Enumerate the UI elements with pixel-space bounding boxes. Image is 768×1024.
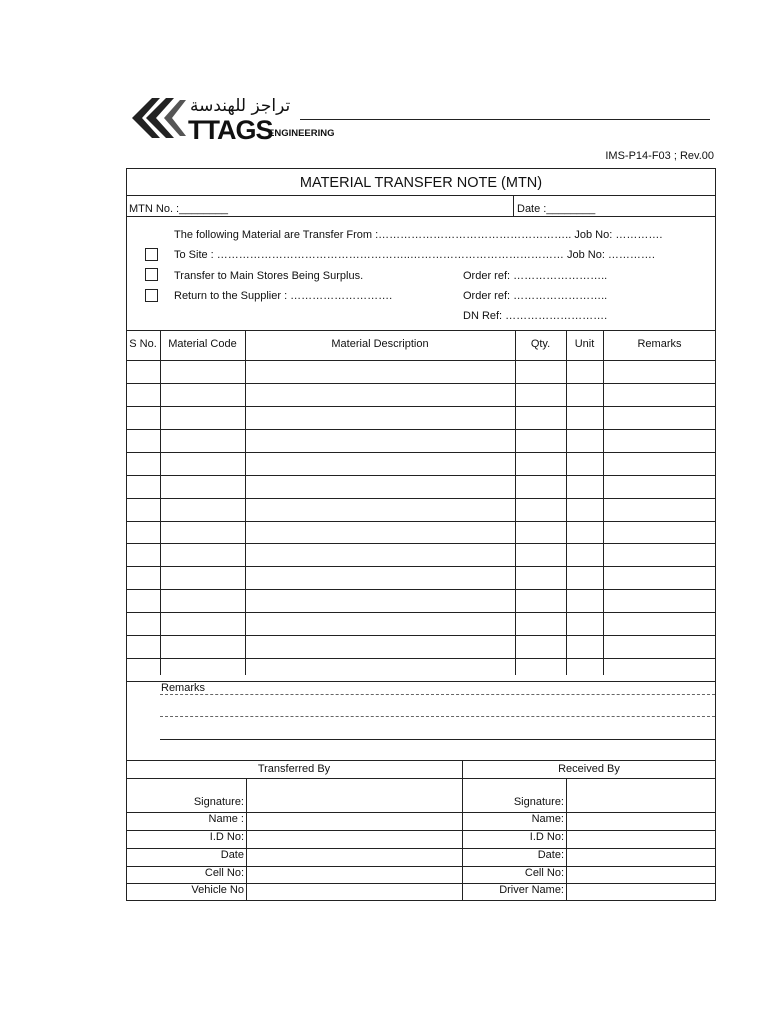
table-header-unit: Unit	[574, 338, 595, 350]
to-site-checkbox[interactable]	[145, 248, 158, 261]
header-rule	[300, 119, 710, 120]
table-header-sno: S No.	[129, 338, 157, 350]
received-by-field-label: Driver Name:	[499, 884, 564, 896]
table-row[interactable]	[126, 612, 716, 613]
divider	[126, 778, 716, 779]
main-stores-label: Transfer to Main Stores Being Surplus.	[174, 270, 364, 282]
table-header-remarks: Remarks	[637, 338, 682, 350]
table-row[interactable]	[126, 681, 716, 682]
transferred-by-field-label: Name :	[208, 813, 244, 825]
to-site-line: To Site : ……………………………………………..…………………………………… Job No: ………….	[174, 249, 655, 261]
received-by-field-label: Signature:	[513, 796, 564, 808]
mtn-number-field[interactable]: MTN No. :________	[129, 203, 229, 215]
return-supplier-label: Return to the Supplier : ……………………….	[174, 290, 393, 302]
form-title: MATERIAL TRANSFER NOTE (MTN)	[299, 175, 543, 191]
dn-ref: DN Ref: ……………………….	[463, 310, 608, 322]
transferred-by-field-label: Cell No:	[204, 867, 244, 879]
remarks-label: Remarks	[161, 682, 206, 694]
remarks-line-3[interactable]	[160, 739, 715, 740]
received-by-heading: Received By	[558, 763, 620, 775]
table-header-material-code: Material Code	[168, 338, 237, 350]
divider	[513, 195, 514, 216]
table-row[interactable]	[126, 543, 716, 544]
order-ref-2: Order ref: ……………………..	[463, 290, 608, 302]
table-row[interactable]	[126, 429, 716, 430]
document-reference: IMS-P14-F03 ; Rev.00	[605, 150, 714, 162]
transfer-from-line: The following Material are Transfer From :…………………………………………….. Job No: ………….	[174, 229, 663, 241]
table-row[interactable]	[126, 475, 716, 476]
divider	[126, 330, 716, 331]
received-by-field-label: Cell No:	[524, 867, 564, 879]
divider	[126, 216, 716, 217]
table-column-divider	[515, 330, 516, 675]
received-by-field-label: I.D No:	[529, 831, 564, 843]
transferred-by-heading: Transferred By	[257, 763, 331, 775]
received-by-field-label: Name:	[531, 813, 564, 825]
table-row[interactable]	[126, 383, 716, 384]
transferred-by-field-label: Signature:	[193, 796, 244, 808]
transferred-by-field-label: I.D No:	[209, 831, 244, 843]
company-brand-suffix: ENGINEERING	[268, 128, 335, 139]
table-column-divider	[566, 330, 567, 675]
date-field[interactable]: Date :________	[517, 203, 596, 215]
remarks-line-2[interactable]	[160, 716, 715, 717]
main-stores-checkbox[interactable]	[145, 268, 158, 281]
table-row[interactable]	[126, 452, 716, 453]
table-column-divider	[245, 330, 246, 675]
order-ref-1: Order ref: ……………………..	[463, 270, 608, 282]
table-row[interactable]	[126, 521, 716, 522]
return-supplier-checkbox[interactable]	[145, 289, 158, 302]
company-brand: TTAGS	[188, 115, 273, 145]
table-row[interactable]	[126, 566, 716, 567]
company-logo-chevrons	[130, 96, 188, 140]
table-header-material-description: Material Description	[331, 338, 429, 350]
divider	[126, 195, 716, 196]
table-column-divider	[603, 330, 604, 675]
table-row[interactable]	[126, 658, 716, 659]
transferred-by-field-label: Date	[220, 849, 244, 861]
received-by-field-label: Date:	[537, 849, 564, 861]
table-column-divider	[160, 330, 161, 675]
divider	[126, 360, 716, 361]
table-row[interactable]	[126, 589, 716, 590]
table-row[interactable]	[126, 406, 716, 407]
transferred-by-field-label: Vehicle No	[191, 884, 244, 896]
table-header-qty: Qty.	[530, 338, 551, 350]
divider	[126, 760, 716, 761]
table-row[interactable]	[126, 498, 716, 499]
company-arabic-name: تراجز للهندسة	[190, 96, 291, 116]
remarks-line-1[interactable]	[160, 694, 715, 695]
table-row[interactable]	[126, 635, 716, 636]
